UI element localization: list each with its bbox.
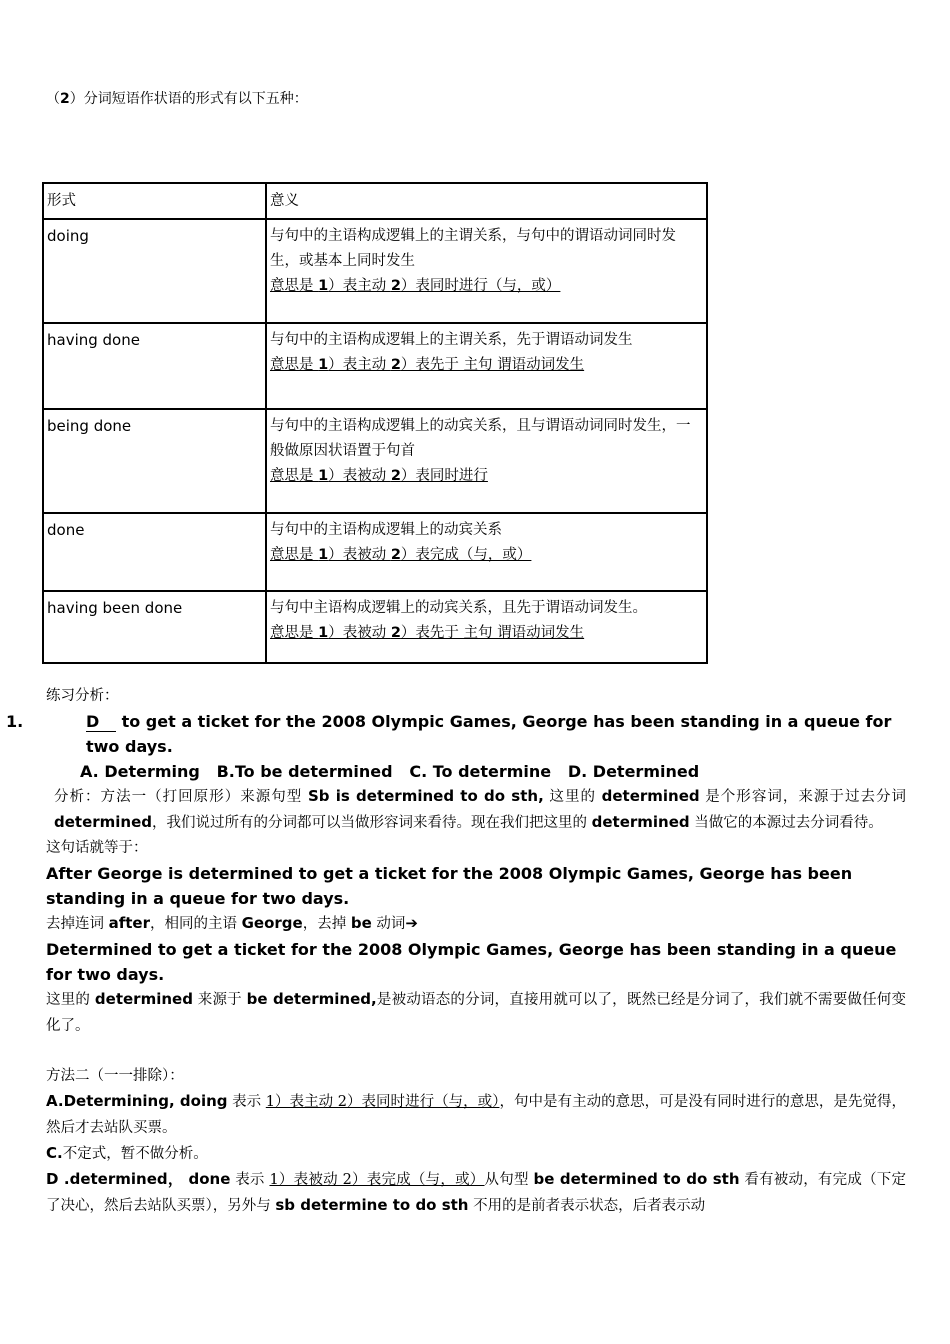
practice-title: 练习分析： [46,688,119,704]
form-cell: having done [47,331,140,349]
table-header-row [43,183,707,219]
section-heading: （2）分词短语作状语的形式有以下五种： [46,91,308,107]
analysis-method-1: 分析：方法一（打回原形）来源句型 Sb is determined to do sth, 这里的 determined 是个形容词，来源于过去分词 determined，我们说过所有的分词都可以当做形容词来看待。现在我们把这里的 determined 当做它的本源过去分词看待。 [54,787,907,831]
question-options: A. Determing B.To be determined C. To determine D. Determined [80,762,700,781]
reduction-step: 去掉连词 after，相同的主语 George，去掉 be 动词➔ [46,914,418,932]
desc-cell: 与句中的主语构成逻辑上的主谓关系，先于谓语动词发生 [270,332,633,348]
arrow-icon: ➔ [405,914,418,932]
question-text: to get a ticket for the 2008 Olympic Games, George has been standing in a queue for two days. [86,712,892,756]
explanation: 这里的 determined 来源于 be determined,是被动语态的分词，直接用就可以了，既然已经是分词了，我们就不需要做任何变化了。 [46,990,907,1034]
option-a-analysis: A.Determining, doing 表示 1）表主动 2）表同时进行（与，或），句中是有主动的意思，可是没有同时进行的意思，是先觉得，然后才去站队买票。 [46,1092,906,1136]
participle-forms-table [42,182,708,664]
table-row [43,323,707,409]
question-number: 1. [6,712,24,731]
meaning-line: 意思是 1）表被动 2）表先于 主句 谓语动词发生 [270,625,585,641]
table-row [43,513,707,591]
form-cell: having been done [47,599,183,617]
header-meaning: 意义 [270,193,299,209]
form-cell: done [47,521,85,539]
option-d-analysis: D .determined， done 表示 1）表被动 2）表完成（与，或）从句型 be determined to do sth 看有被动，有完成（下定了决心，然后去站队买票），另外与 sb determine to do sth 不用的是前者表示状态，后者表示动 [46,1170,907,1214]
table-row [43,591,707,663]
desc-cell: 与句中的主语构成逻辑上的动宾关系，且与谓语动词同时发生，一般做原因状语置于句首 [270,418,691,459]
equivalent-intro: 这句话就等于： [46,840,148,856]
meaning-line: 意思是 1）表被动 2）表完成（与，或） [270,547,532,563]
header-form: 形式 [47,193,76,209]
option-c-analysis: C.不定式，暂不做分析。 [46,1144,208,1162]
table-row [43,219,707,323]
meaning-line: 意思是 1）表主动 2）表先于 主句 谓语动词发生 [270,357,585,373]
equivalent-sentence: After George is determined to get a ticket for the 2008 Olympic Games, George has been standing in a queue for two days. [46,864,853,908]
reduced-sentence: Determined to get a ticket for the 2008 Olympic Games, George has been standing in a queue for two days. [46,940,897,984]
desc-cell: 与句中的主语构成逻辑上的主谓关系，与句中的谓语动词同时发生，或基本上同时发生 [270,228,676,269]
table-row [43,409,707,513]
meaning-line: 意思是 1）表被动 2）表同时进行 [270,468,488,484]
method-2-title: 方法二（一一排除）： [46,1068,184,1084]
desc-cell: 与句中的主语构成逻辑上的动宾关系 [270,522,502,538]
question-1 [6,709,906,759]
desc-cell: 与句中主语构成逻辑上的动宾关系，且先于谓语动词发生。 [270,600,647,616]
answer-blank: D [86,713,116,732]
practice-section [6,684,907,1219]
form-cell: being done [47,417,132,435]
form-cell: doing [47,227,89,245]
meaning-line: 意思是 1）表主动 2）表同时进行（与，或） [270,278,561,294]
